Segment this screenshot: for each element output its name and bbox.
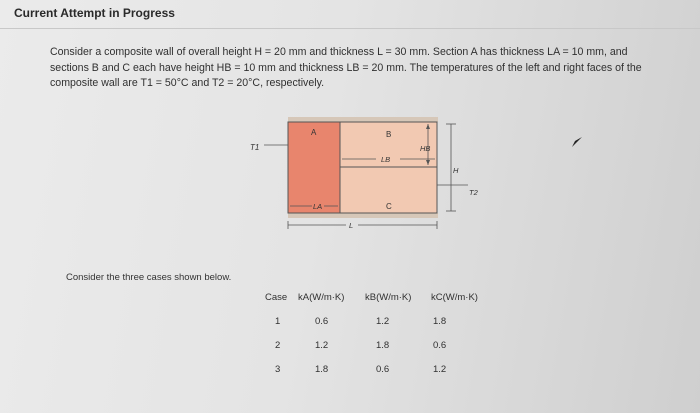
- kc-value: 1.8: [433, 316, 447, 327]
- section-b-label: B: [386, 130, 392, 139]
- section-c-label: C: [386, 202, 392, 211]
- header-divider: [0, 28, 700, 29]
- problem-line: Consider a composite wall of overall height H = 20 mm and thickness L = 30 mm. Section A has thickness LA = 10 mm, and: [50, 46, 628, 58]
- bottom-insulation: [288, 213, 438, 218]
- case-number: 2: [275, 340, 281, 351]
- case-number: 3: [275, 364, 281, 375]
- cases-label: Consider the three cases shown below.: [66, 272, 232, 283]
- kc-value: 0.6: [433, 340, 447, 351]
- header-kb: kB(W/m·K): [365, 292, 412, 303]
- ka-value: 0.6: [315, 316, 329, 327]
- kb-value: 0.6: [376, 364, 390, 375]
- la-label: LA: [313, 202, 323, 211]
- h-label: H: [453, 166, 459, 175]
- composite-wall-figure: [250, 115, 480, 240]
- hb-label: HB: [420, 144, 431, 153]
- ka-value: 1.2: [315, 340, 329, 351]
- section-a-label: A: [311, 128, 317, 137]
- lb-label: LB: [381, 155, 391, 164]
- header-kc: kC(W/m·K): [431, 292, 478, 303]
- ka-value: 1.8: [315, 364, 329, 375]
- l-label: L: [349, 221, 354, 230]
- kc-value: 1.2: [433, 364, 447, 375]
- t2-label: T2: [469, 188, 478, 197]
- t1-label: T1: [250, 143, 260, 152]
- top-insulation: [288, 117, 438, 122]
- problem-line: sections B and C each have height HB = 10 mm and thickness LB = 20 mm. The temperatures of the left and right faces of the: [50, 61, 642, 74]
- case-number: 1: [275, 316, 281, 327]
- cursor-icon: [572, 137, 582, 147]
- problem-line: composite wall are T1 = 50°C and T2 = 20°C, respectively.: [50, 77, 325, 89]
- header-ka: kA(W/m·K): [298, 292, 345, 303]
- page-title: Current Attempt in Progress: [14, 6, 175, 20]
- problem-statement: [50, 45, 670, 92]
- kb-value: 1.8: [376, 340, 390, 351]
- header-case: Case: [265, 292, 288, 303]
- kb-value: 1.2: [376, 316, 390, 327]
